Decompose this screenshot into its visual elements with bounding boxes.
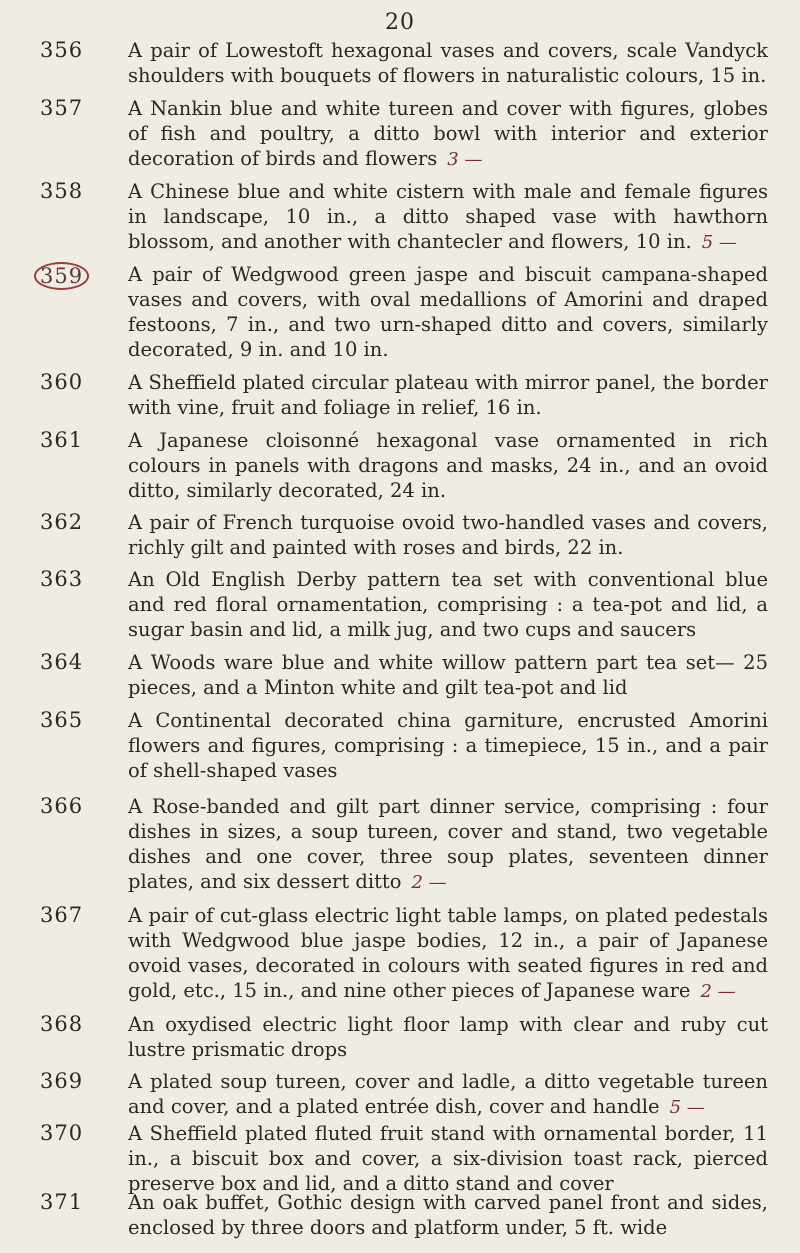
lot-description bbox=[128, 1190, 768, 1241]
lot-text: An Old English Derby pattern tea set with conventional blue and red floral ornamentation, comprising : a tea-pot and lid, a sugar basin and lid, a milk jug, and two cups and saucers bbox=[128, 568, 768, 641]
lot-number: 358 bbox=[40, 179, 84, 203]
lot-description bbox=[128, 510, 768, 561]
lot-description bbox=[128, 1121, 768, 1197]
lot-number: 363 bbox=[40, 567, 84, 591]
lot-description bbox=[128, 96, 768, 172]
lot-number: 360 bbox=[40, 370, 84, 394]
lot-description bbox=[128, 262, 768, 363]
lot-text: A pair of French turquoise ovoid two-handled vases and covers, richly gilt and painted with roses and birds, 22 in. bbox=[128, 511, 768, 559]
handwritten-price: 2 — bbox=[411, 872, 447, 893]
lot-number: 356 bbox=[40, 38, 84, 62]
handwritten-price: 5 — bbox=[669, 1097, 705, 1118]
lot-number: 367 bbox=[40, 903, 84, 927]
lot-description bbox=[128, 1012, 768, 1063]
lot-description bbox=[128, 428, 768, 504]
handwritten-price: 5 — bbox=[701, 232, 737, 253]
lot-text: An oak buffet, Gothic design with carved panel front and sides, enclosed by three doors and platform under, 5 ft. wide bbox=[128, 1191, 768, 1239]
lot-description bbox=[128, 370, 768, 421]
lot-text: A Chinese blue and white cistern with male and female figures in landscape, 10 in., a ditto shaped vase with hawthorn blossom, and another with chantecler and flowers, 10 in. bbox=[128, 180, 768, 253]
page-number: 20 bbox=[385, 10, 415, 35]
lot-text: A pair of Lowestoft hexagonal vases and covers, scale Vandyck shoulders with bouquets of flowers in naturalistic colours, 15 in. bbox=[128, 39, 768, 87]
lot-number: 368 bbox=[40, 1012, 84, 1036]
lot-text: An oxydised electric light floor lamp with clear and ruby cut lustre prismatic drops bbox=[128, 1013, 768, 1061]
lot-text: A Nankin blue and white tureen and cover with figures, globes of fish and poultry, a ditto bowl with interior and exterior decoration of birds and flowers bbox=[128, 97, 768, 170]
lot-description bbox=[128, 794, 768, 895]
lot-description bbox=[128, 1069, 768, 1120]
lot-number: 366 bbox=[40, 794, 84, 818]
lot-number: 357 bbox=[40, 96, 84, 120]
lot-text: A Japanese cloisonné hexagonal vase ornamented in rich colours in panels with dragons and masks, 24 in., and an ovoid ditto, similarly decorated, 24 in. bbox=[128, 429, 768, 502]
lot-number: 370 bbox=[40, 1121, 84, 1145]
lot-description bbox=[128, 903, 768, 1004]
lot-description bbox=[128, 567, 768, 643]
lot-description bbox=[128, 38, 768, 89]
lot-text: A pair of Wedgwood green jaspe and biscuit campana-shaped vases and covers, with oval medallions of Amorini and draped festoons, 7 in., and two urn-shaped ditto and covers, similarly decorated, 9 in. and 10 in. bbox=[128, 263, 768, 361]
lot-description bbox=[128, 708, 768, 784]
lot-number: 371 bbox=[40, 1190, 84, 1214]
lot-number: 364 bbox=[40, 650, 84, 674]
lot-text: A Rose-banded and gilt part dinner service, comprising : four dishes in sizes, a soup tureen, cover and stand, two vegetable dishes and one cover, three soup plates, seventeen dinner plates, and six dessert ditto bbox=[128, 795, 768, 893]
lot-number: 362 bbox=[40, 510, 84, 534]
lot-description bbox=[128, 650, 768, 701]
lot-description bbox=[128, 179, 768, 255]
handwritten-price: 3 — bbox=[447, 149, 483, 170]
lot-number: 361 bbox=[40, 428, 84, 452]
lot-text: A Continental decorated china garniture, encrusted Amorini flowers and figures, comprising : a timepiece, 15 in., and a pair of shell-shaped vases bbox=[128, 709, 768, 782]
lot-text: A Sheffield plated circular plateau with mirror panel, the border with vine, fruit and foliage in relief, 16 in. bbox=[128, 371, 768, 419]
lot-text: A plated soup tureen, cover and ladle, a ditto vegetable tureen and cover, and a plated entrée dish, cover and handle bbox=[128, 1070, 768, 1118]
lot-text: A Woods ware blue and white willow pattern part tea set— 25 pieces, and a Minton white and gilt tea-pot and lid bbox=[128, 651, 768, 699]
lot-text: A pair of cut-glass electric light table lamps, on plated pedestals with Wedgwood blue jaspe bodies, 12 in., a pair of Japanese ovoid vases, decorated in colours with seated figures in red and gold, etc., 15 in., and nine other pieces of Japanese ware bbox=[128, 904, 768, 1002]
lot-number: 359 bbox=[34, 262, 89, 290]
lot-text: A Sheffield plated fluted fruit stand with ornamental border, 11 in., a biscuit box and cover, a six-division toast rack, pierced preserve box and lid, and a ditto stand and cover bbox=[128, 1122, 768, 1195]
lot-number: 365 bbox=[40, 708, 84, 732]
handwritten-price: 2 — bbox=[700, 981, 736, 1002]
lot-number: 369 bbox=[40, 1069, 84, 1093]
